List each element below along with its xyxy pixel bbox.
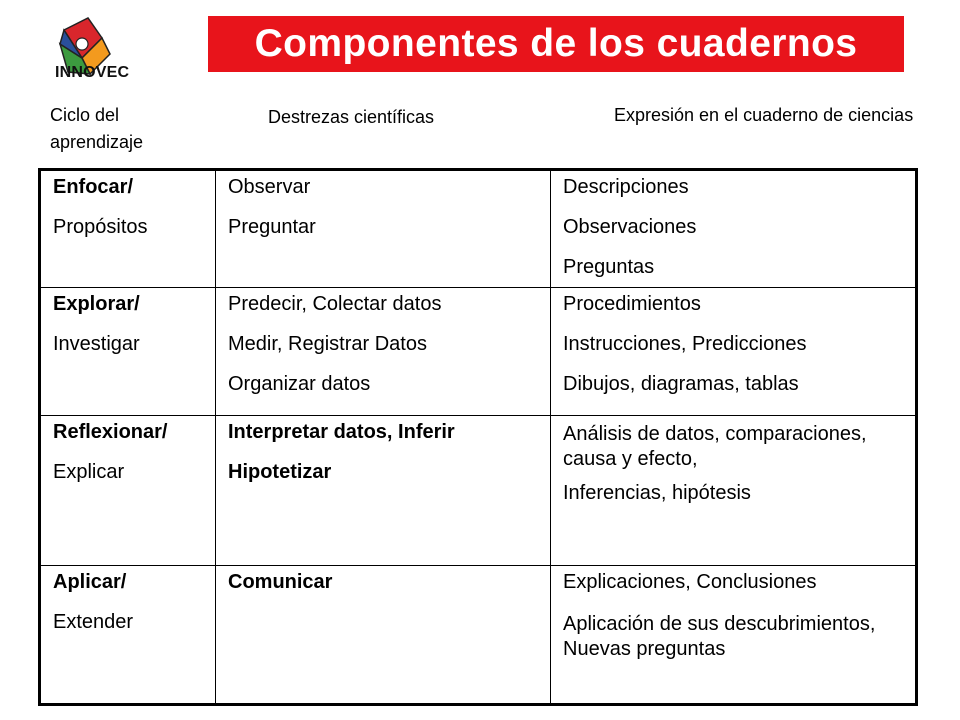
skill-item: Preguntar — [228, 216, 316, 238]
expression-item: Aplicación de sus descubrimientos, Nuevas preguntas — [563, 613, 876, 660]
cycle-label: Extender — [53, 611, 134, 633]
expression-cell — [551, 416, 917, 566]
cycle-label: Investigar — [53, 333, 140, 355]
expression-item: Observaciones — [563, 216, 697, 238]
skill-item: Predecir, Colectar datos — [228, 293, 442, 315]
skill-item: Interpretar datos, Inferir — [228, 421, 455, 443]
table-row — [40, 566, 917, 705]
components-table — [38, 168, 918, 706]
skill-item: Medir, Registrar Datos — [228, 333, 427, 355]
column-heading-expression: Expresión en el cuaderno de ciencias — [614, 105, 914, 125]
column-heading-skills: Destrezas científicas — [268, 107, 435, 127]
expression-cell — [551, 288, 917, 416]
page-title: Componentes de los cuadernos — [208, 16, 904, 72]
table-row — [40, 170, 917, 288]
skill-item: Observar — [228, 176, 311, 198]
skills-cell — [216, 170, 551, 288]
skill-item: Comunicar — [228, 571, 333, 593]
expression-item: Análisis de datos, comparaciones, causa y efecto, — [563, 423, 867, 470]
cycle-label: Aplicar/ — [53, 571, 127, 593]
expression-cell — [551, 170, 917, 288]
cycle-cell — [40, 288, 216, 416]
expression-item: Instrucciones, Predicciones — [563, 333, 807, 355]
expression-item: Explicaciones, Conclusiones — [563, 571, 817, 593]
skills-cell — [216, 288, 551, 416]
cycle-label: Enfocar/ — [53, 176, 134, 198]
column-heading-cycle: Ciclo del aprendizaje — [50, 105, 144, 152]
expression-item: Dibujos, diagramas, tablas — [563, 373, 799, 395]
cycle-label: Propósitos — [53, 216, 148, 238]
cycle-cell — [40, 170, 216, 288]
skill-item: Organizar datos — [228, 373, 371, 395]
cycle-label: Reflexionar/ — [53, 421, 168, 443]
cycle-cell — [40, 416, 216, 566]
table-row — [40, 416, 917, 566]
cycle-label: Explicar — [53, 461, 125, 483]
expression-item: Inferencias, hipótesis — [563, 482, 751, 504]
skills-cell — [216, 566, 551, 705]
skill-item: Hipotetizar — [228, 461, 332, 483]
cycle-cell — [40, 566, 216, 705]
skills-cell — [216, 416, 551, 566]
logo-text: INNOVEC — [55, 64, 130, 81]
expression-item: Descripciones — [563, 176, 689, 198]
expression-item: Procedimientos — [563, 293, 701, 315]
expression-cell — [551, 566, 917, 705]
table-row — [40, 288, 917, 416]
expression-item: Preguntas — [563, 256, 655, 278]
cycle-label: Explorar/ — [53, 293, 140, 315]
